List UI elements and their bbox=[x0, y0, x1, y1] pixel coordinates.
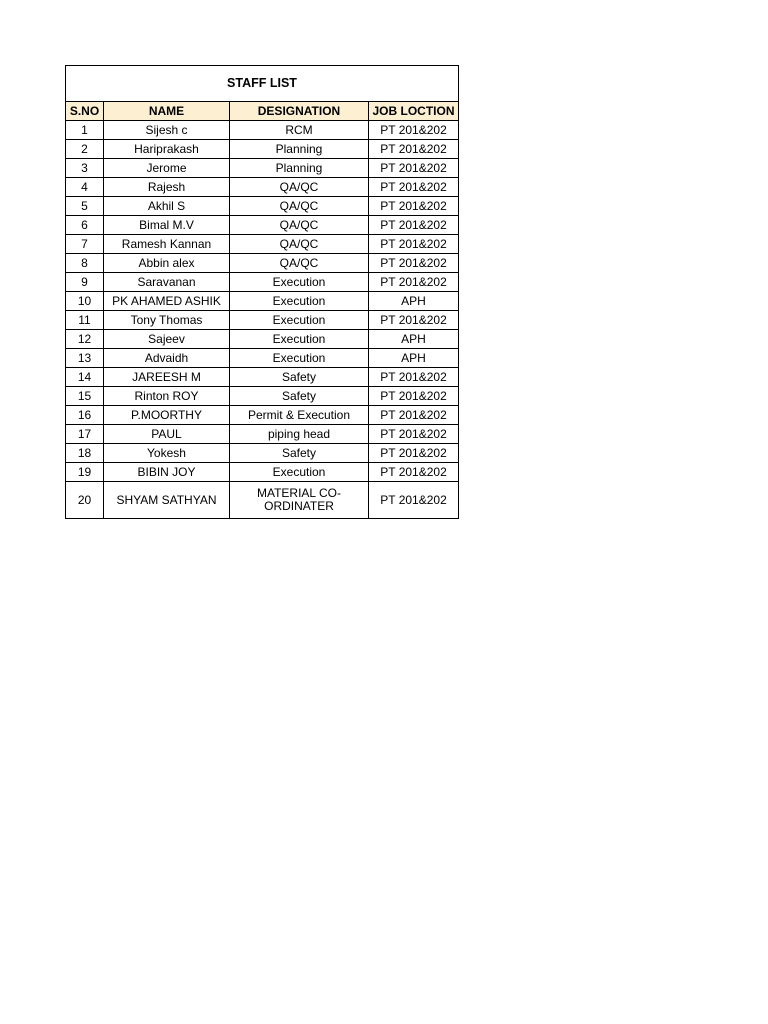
cell-name: Sijesh c bbox=[104, 121, 230, 140]
cell-sno: 2 bbox=[66, 140, 104, 159]
cell-designation: Planning bbox=[230, 140, 369, 159]
cell-designation: Execution bbox=[230, 311, 369, 330]
cell-job-location: PT 201&202 bbox=[369, 140, 459, 159]
cell-designation: Permit & Execution bbox=[230, 406, 369, 425]
cell-job-location: PT 201&202 bbox=[369, 482, 459, 519]
cell-name: P.MOORTHY bbox=[104, 406, 230, 425]
cell-sno: 11 bbox=[66, 311, 104, 330]
cell-sno: 8 bbox=[66, 254, 104, 273]
cell-name: Abbin alex bbox=[104, 254, 230, 273]
table-row bbox=[66, 178, 459, 197]
table-row bbox=[66, 140, 459, 159]
cell-job-location: PT 201&202 bbox=[369, 178, 459, 197]
cell-sno: 17 bbox=[66, 425, 104, 444]
cell-sno: 4 bbox=[66, 178, 104, 197]
cell-name: Saravanan bbox=[104, 273, 230, 292]
cell-sno: 3 bbox=[66, 159, 104, 178]
cell-name: Ramesh Kannan bbox=[104, 235, 230, 254]
cell-sno: 10 bbox=[66, 292, 104, 311]
cell-sno: 15 bbox=[66, 387, 104, 406]
cell-job-location: PT 201&202 bbox=[369, 387, 459, 406]
table-title: STAFF LIST bbox=[66, 66, 459, 102]
cell-sno: 16 bbox=[66, 406, 104, 425]
cell-job-location: PT 201&202 bbox=[369, 406, 459, 425]
column-header-job-location: JOB LOCTION bbox=[369, 102, 459, 121]
cell-designation: piping head bbox=[230, 425, 369, 444]
table-row bbox=[66, 235, 459, 254]
table-body bbox=[66, 121, 459, 519]
table-row bbox=[66, 254, 459, 273]
cell-designation: Execution bbox=[230, 349, 369, 368]
cell-name: Hariprakash bbox=[104, 140, 230, 159]
cell-sno: 18 bbox=[66, 444, 104, 463]
cell-name: Yokesh bbox=[104, 444, 230, 463]
cell-job-location: PT 201&202 bbox=[369, 444, 459, 463]
table-row bbox=[66, 311, 459, 330]
cell-designation: Execution bbox=[230, 330, 369, 349]
cell-job-location: PT 201&202 bbox=[369, 273, 459, 292]
cell-sno: 1 bbox=[66, 121, 104, 140]
cell-sno: 19 bbox=[66, 463, 104, 482]
cell-name: Sajeev bbox=[104, 330, 230, 349]
cell-name: JAREESH M bbox=[104, 368, 230, 387]
cell-job-location: PT 201&202 bbox=[369, 121, 459, 140]
cell-name: SHYAM SATHYAN bbox=[104, 482, 230, 519]
cell-designation: RCM bbox=[230, 121, 369, 140]
cell-designation: Execution bbox=[230, 292, 369, 311]
cell-designation: QA/QC bbox=[230, 254, 369, 273]
table-row bbox=[66, 197, 459, 216]
cell-job-location: PT 201&202 bbox=[369, 425, 459, 444]
staff-list-table bbox=[65, 65, 459, 519]
table-row bbox=[66, 463, 459, 482]
cell-designation: QA/QC bbox=[230, 178, 369, 197]
table-row bbox=[66, 482, 459, 519]
table-row bbox=[66, 349, 459, 368]
table-row bbox=[66, 216, 459, 235]
cell-name: Advaidh bbox=[104, 349, 230, 368]
cell-sno: 13 bbox=[66, 349, 104, 368]
cell-name: Tony Thomas bbox=[104, 311, 230, 330]
cell-job-location: PT 201&202 bbox=[369, 235, 459, 254]
cell-job-location: APH bbox=[369, 330, 459, 349]
header-row bbox=[66, 102, 459, 121]
cell-designation: Planning bbox=[230, 159, 369, 178]
cell-sno: 14 bbox=[66, 368, 104, 387]
cell-designation: MATERIAL CO-ORDINATER bbox=[230, 482, 369, 519]
table-row bbox=[66, 121, 459, 140]
cell-job-location: PT 201&202 bbox=[369, 197, 459, 216]
cell-job-location: APH bbox=[369, 292, 459, 311]
column-header-designation: DESIGNATION bbox=[230, 102, 369, 121]
cell-designation: Execution bbox=[230, 273, 369, 292]
cell-sno: 9 bbox=[66, 273, 104, 292]
cell-name: PAUL bbox=[104, 425, 230, 444]
cell-name: Rinton ROY bbox=[104, 387, 230, 406]
cell-sno: 7 bbox=[66, 235, 104, 254]
cell-name: Rajesh bbox=[104, 178, 230, 197]
cell-job-location: PT 201&202 bbox=[369, 463, 459, 482]
table-row bbox=[66, 406, 459, 425]
cell-designation: Execution bbox=[230, 463, 369, 482]
table-row bbox=[66, 273, 459, 292]
cell-designation: Safety bbox=[230, 444, 369, 463]
cell-job-location: PT 201&202 bbox=[369, 216, 459, 235]
table-row bbox=[66, 368, 459, 387]
cell-job-location: PT 201&202 bbox=[369, 368, 459, 387]
cell-job-location: APH bbox=[369, 349, 459, 368]
table-row bbox=[66, 425, 459, 444]
cell-designation: QA/QC bbox=[230, 235, 369, 254]
cell-designation: Safety bbox=[230, 368, 369, 387]
cell-name: Akhil S bbox=[104, 197, 230, 216]
cell-designation: QA/QC bbox=[230, 197, 369, 216]
cell-job-location: PT 201&202 bbox=[369, 311, 459, 330]
table-row bbox=[66, 292, 459, 311]
table-row bbox=[66, 387, 459, 406]
column-header-sno: S.NO bbox=[66, 102, 104, 121]
cell-designation: QA/QC bbox=[230, 216, 369, 235]
cell-name: Bimal M.V bbox=[104, 216, 230, 235]
table-row bbox=[66, 444, 459, 463]
cell-sno: 12 bbox=[66, 330, 104, 349]
table-row bbox=[66, 159, 459, 178]
table-row bbox=[66, 330, 459, 349]
column-header-name: NAME bbox=[104, 102, 230, 121]
cell-sno: 6 bbox=[66, 216, 104, 235]
cell-job-location: PT 201&202 bbox=[369, 254, 459, 273]
cell-sno: 20 bbox=[66, 482, 104, 519]
cell-sno: 5 bbox=[66, 197, 104, 216]
cell-designation: Safety bbox=[230, 387, 369, 406]
cell-name: Jerome bbox=[104, 159, 230, 178]
cell-name: PK AHAMED ASHIK bbox=[104, 292, 230, 311]
cell-name: BIBIN JOY bbox=[104, 463, 230, 482]
cell-job-location: PT 201&202 bbox=[369, 159, 459, 178]
